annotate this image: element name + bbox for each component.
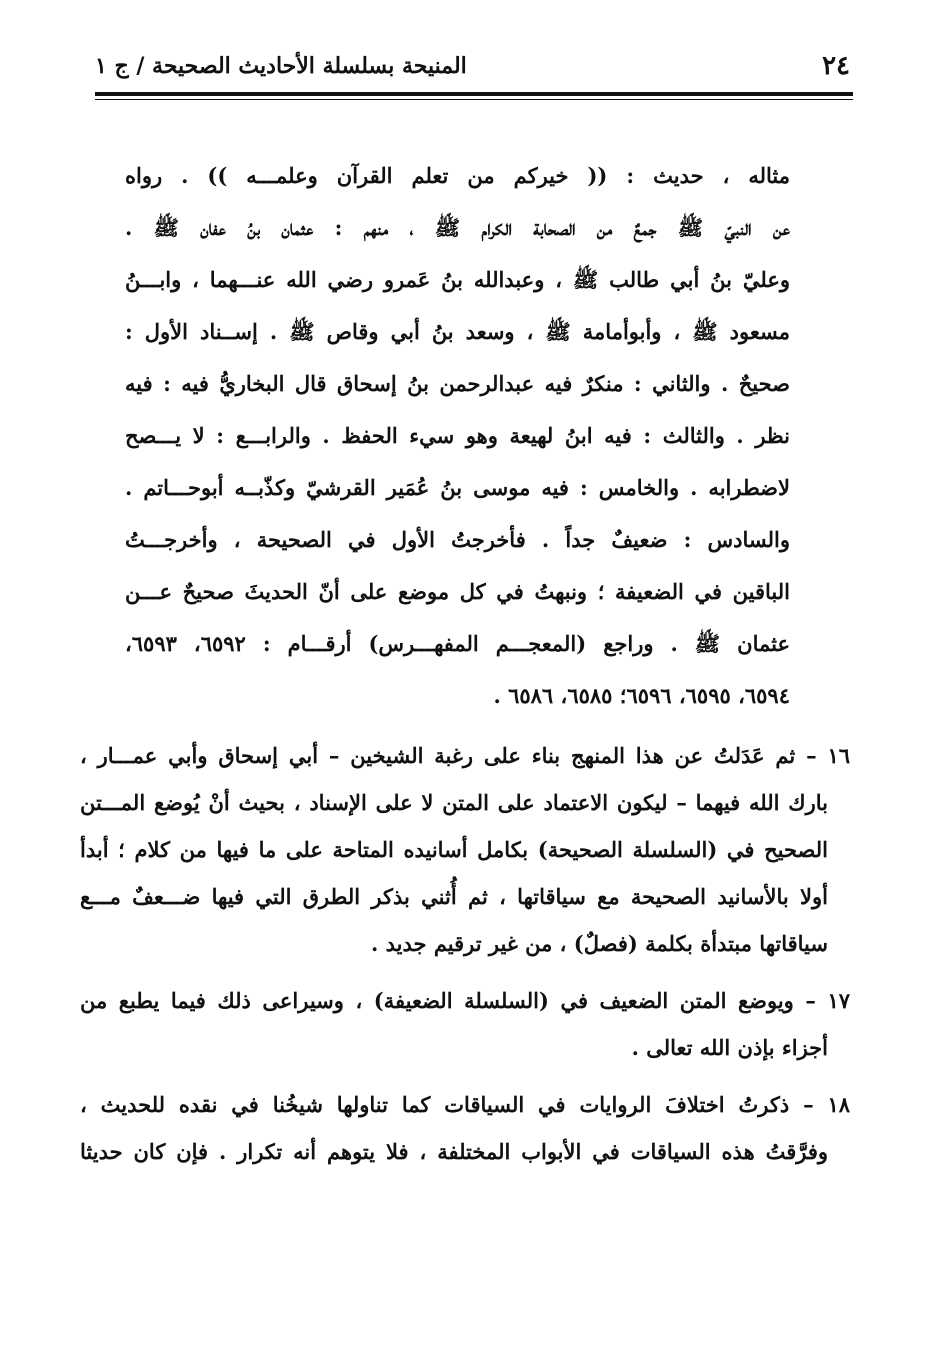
- intro-line: مسعود ﷺ ، وأبوأمامة ﷺ ، وسعد بنُ أبي وقاص ﷺ . إســناد الأول :: [125, 319, 790, 344]
- item-line: سياقاتها مبتدأة بكلمة (فصلٌ) ، من غير ترقيم جديد .: [371, 931, 828, 956]
- item-text: ويوضع المتن الضعيف في (السلسلة الضعيفة) ، وسيراعى ذلك فيما يطبع من: [80, 988, 794, 1013]
- item-line: [80, 732, 850, 779]
- intro-line: لاضطرابه . والخامس : فيه موسى بنُ عُمَير القرشيّ وكذّبــه أبوحـــاتم .: [125, 475, 790, 500]
- numbered-item: [80, 732, 850, 967]
- intro-line: وعليّ بنُ أبي طالب ﷺ ، وعبدالله بنُ عَمرو رضي الله عنـــهما ، وابـــنُ: [125, 267, 790, 292]
- numbered-item: [80, 1081, 850, 1175]
- intro-line: صحيحٌ . والثاني : منكرٌ فيه عبدالرحمن بنُ إسحاق قال البخاريُّ فيه : فيه: [125, 371, 790, 396]
- intro-paragraph: [125, 150, 790, 722]
- body-text: [80, 150, 850, 1175]
- running-title: المنيحة بسلسلة الأحاديث الصحيحة / ج ١: [95, 53, 467, 79]
- intro-line: عن النبيّ ﷺ جمعٌ من الصحابة الكرام ﷺ ، منهم : عثمان بنُ عفان ﷺ .: [125, 215, 790, 240]
- intro-line: نظر . والثالث : فيه ابنُ لهيعة وهو سيء الحفظ . والرابـــع : لا يـــصح: [125, 423, 790, 448]
- item-line: أجزاء بإذن الله تعالى .: [631, 1035, 828, 1060]
- item-number: ١٦ –: [806, 743, 850, 768]
- page-number: ٢٤: [822, 51, 850, 81]
- item-number: ١٧ –: [805, 988, 851, 1013]
- item-number: ١٨ –: [803, 1092, 850, 1117]
- header-rule-thin: [95, 99, 853, 100]
- intro-line: الباقين في الضعيفة ؛ ونبهتُ في كل موضع على أنّ الحديثَ صحيحٌ عـــن: [125, 579, 790, 604]
- item-line: [80, 977, 850, 1024]
- intro-line: عثمان ﷺ . وراجع (المعجـــم المفهـــرس) أرقـــام : ٦٥٩٢، ٦٥٩٣،: [125, 631, 790, 656]
- intro-line: ٦٥٩٤، ٦٥٩٥، ٦٥٩٦؛ ٦٥٨٥، ٦٥٨٦ .: [493, 683, 790, 708]
- item-text: ذكرتُ اختلافَ الروايات في السياقات كما تناولها شيخُنا في نقده للحديث ،: [80, 1092, 790, 1117]
- numbered-item: [80, 977, 850, 1071]
- intro-line: والسادس : ضعيفٌ جداً . فأخرجتُ الأول في الصحيحة ، وأخرجـــتُ: [125, 527, 790, 552]
- item-line: أولا بالأسانيد الصحيحة مع سياقاتها ، ثم أُثني بذكر الطرق التي فيها ضـــعفٌ مـــع: [80, 884, 828, 909]
- page-header: [95, 46, 850, 86]
- item-line: [80, 1081, 850, 1128]
- header-rule: [95, 92, 853, 96]
- item-line: وفرَّقتُ هذه السياقات في الأبواب المختلفة ، فلا يتوهم أنه تكرار . فإن كان حديثا: [80, 1139, 828, 1164]
- intro-line: مثاله ، حديث : (( خيركم من تعلم القرآن وعلمـــه )) . رواه: [125, 163, 790, 188]
- item-text: ثم عَدَلتُ عن هذا المنهج بناء على رغبة الشيخين – أبي إسحاق وأبي عمـــار ،: [80, 743, 796, 768]
- item-line: الصحيح في (السلسلة الصحيحة) بكامل أسانيده المتاحة على ما فيها من كلام ؛ أبدأ: [80, 837, 828, 862]
- item-line: بارك الله فيهما – ليكون الاعتماد على المتن لا على الإسناد ، بحيث أنْ يُوضع المـــتن: [80, 790, 828, 815]
